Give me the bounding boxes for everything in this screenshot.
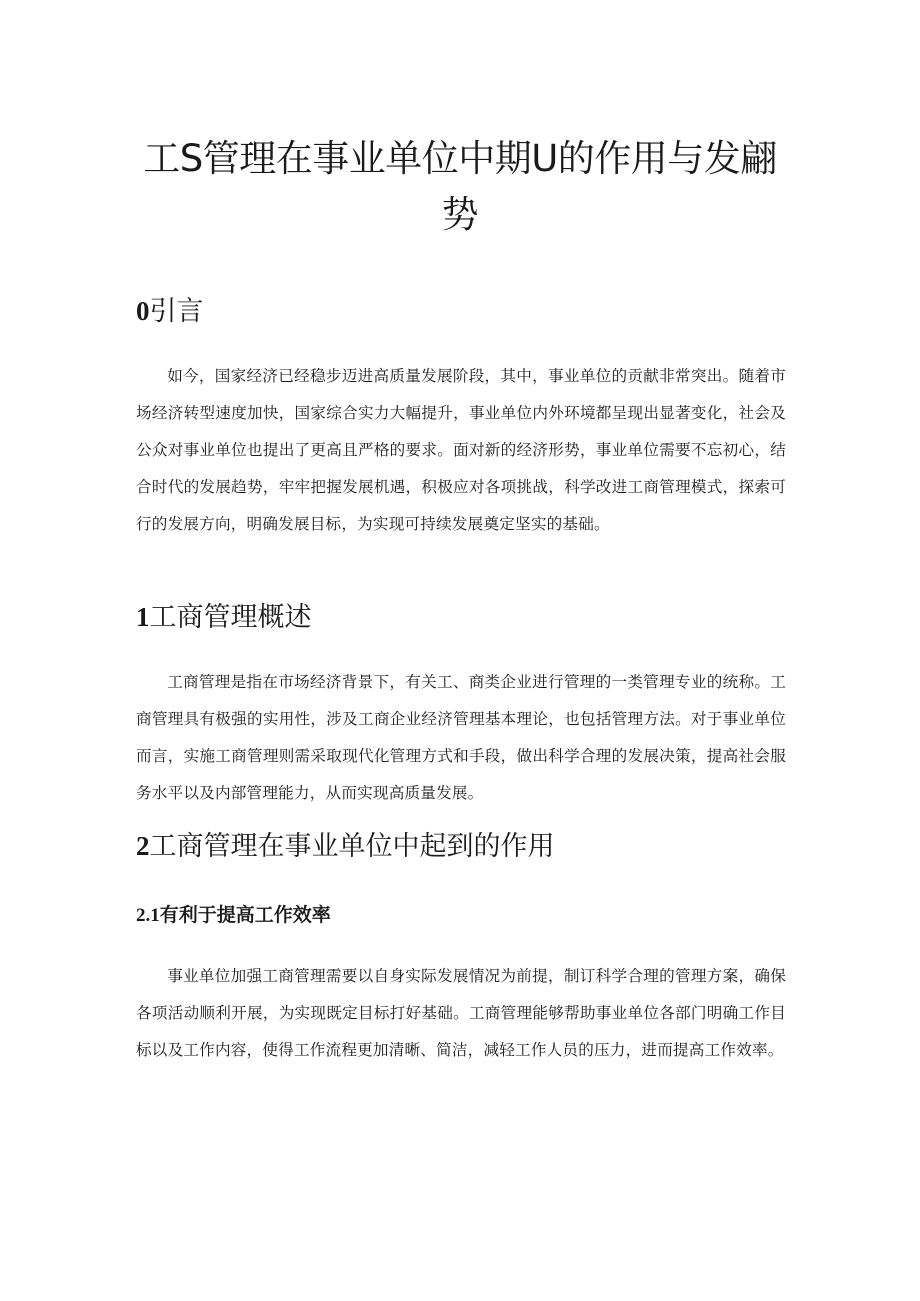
document-title: 工S管理在事业单位中期U的作用与发翩 [143,137,777,180]
section-heading-role [136,833,555,860]
subsection-heading-efficiency [136,906,331,925]
overview-paragraph: 工商管理是指在市场经济背景下，有关工、商类企业进行管理的一类管理专业的统称。工商管理具有极强的实用性，涉及工商企业经济管理基本理论，也包括管理方法。对于事业单位而言，实施工商管理则需采取现代化管理方式和手段，做出科学合理的发展决策，提高社会服务水平以及内部管理能力，从而实现高质量发展。 [136,673,786,802]
subsection-number: 2.1 [136,905,160,926]
subsection-title: 有利于提高工作效率 [159,904,331,926]
intro-paragraph: 如今，国家经济已经稳步迈进高质量发展阶段，其中，事业单位的贡献非常突出。随着市场经济转型速度加快，国家综合实力大幅提升，事业单位内外环境都呈现出显著变化，社会及公众对事业单位也提出了更高且严格的要求。面对新的经济形势，事业单位需要不忘初心，结合时代的发展趋势，牢牢把握发展机遇，积极应对各项挑战，科学改进工商管理模式，探索可行的发展方向，明确发展目标，为实现可持续发展奠定坚实的基础。 [136,367,786,533]
efficiency-paragraph: 事业单位加强工商管理需要以自身实际发展情况为前提，制订科学合理的管理方案，确保各项活动顺利开展，为实现既定目标打好基础。工商管理能够帮助事业单位各部门明确工作目标以及工作内容，使得工作流程更加清晰、简洁，减轻工作人员的压力，进而提高工作效率。 [136,967,786,1059]
section-heading-intro [136,298,204,325]
section-title: 工商管理概述 [149,602,312,633]
section-title: 引言 [149,296,204,327]
section-number: 0 [136,296,150,326]
section-title: 工商管理在事业单位中起到的作用 [149,831,555,862]
section-number: 1 [136,602,150,632]
section-heading-overview [136,604,312,631]
section-number: 2 [136,831,150,861]
document-title-continuation: 势 [441,193,479,236]
